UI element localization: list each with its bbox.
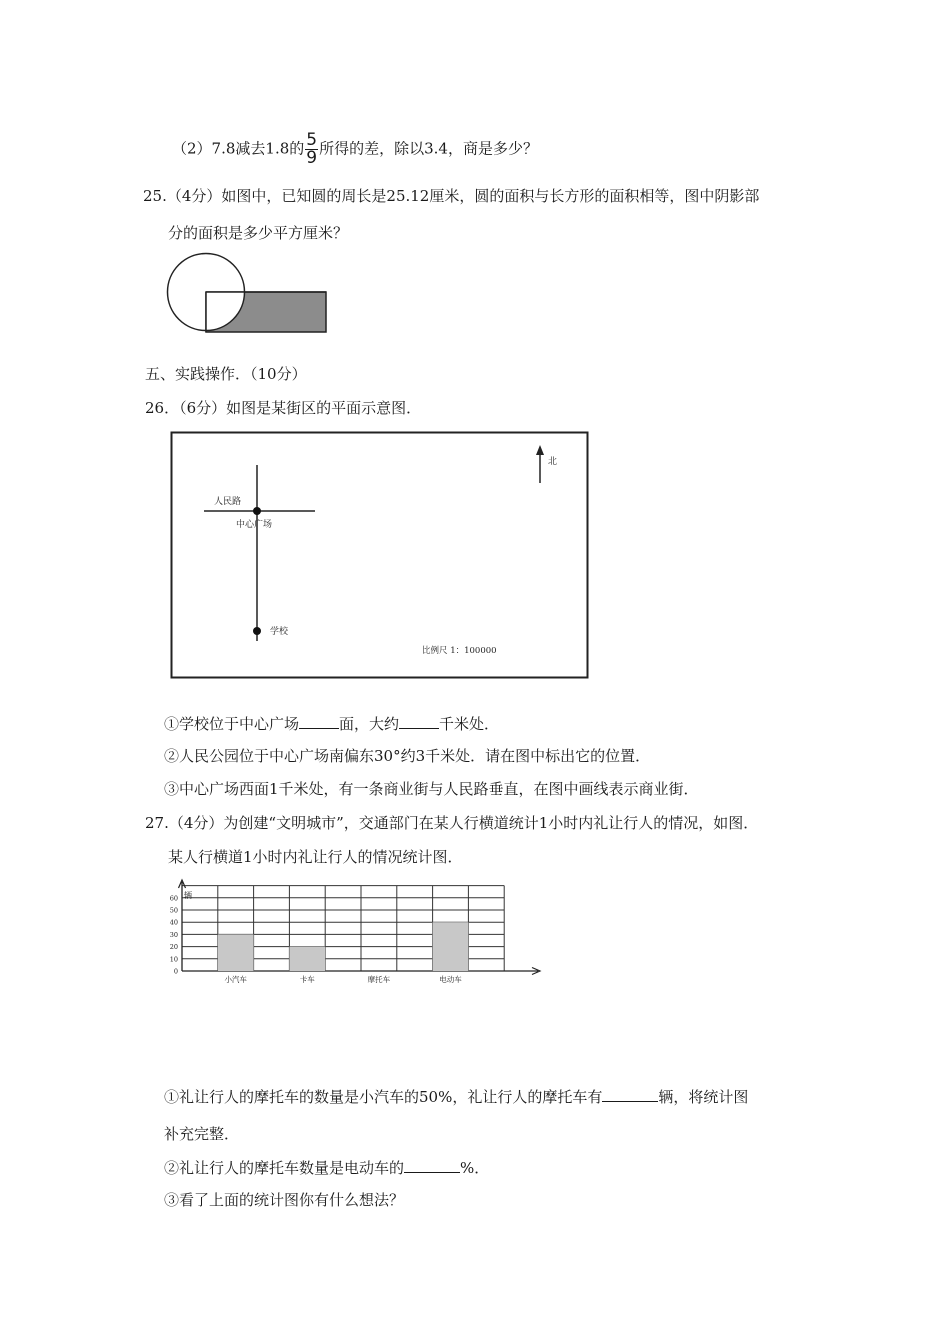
fraction-five-ninths	[305, 132, 318, 167]
q26-title: 26．（6分）如图是某街区的平面示意图．	[145, 399, 422, 417]
map-frame	[172, 433, 588, 678]
y-tick-label: 50	[169, 906, 178, 915]
q27-sub2-a: ②礼让行人的摩托车数量是电动车的	[164, 1159, 405, 1177]
q27-sub1-a: ①礼让行人的摩托车的数量是小汽车的50%，礼让行人的摩托车有	[164, 1088, 603, 1106]
center-label: 中心广场	[236, 520, 273, 530]
center-square-dot	[253, 507, 261, 515]
street-map	[170, 431, 590, 681]
school-label: 学校	[270, 627, 289, 637]
bar-chart	[160, 876, 550, 988]
x-category-label: 卡车	[299, 975, 315, 984]
scale-label: 比例尺 1：100000	[422, 646, 497, 656]
q27-sub1-b: 辆，将统计图	[658, 1088, 749, 1106]
y-tick-label: 30	[169, 930, 178, 939]
x-category-label: 摩托车	[367, 975, 391, 984]
q25-line1: 25.（4分）如图中，已知圆的周长是25.12厘米，圆的面积与长方形的面积相等，图中阴影部	[143, 187, 760, 205]
bar-小汽车	[218, 934, 254, 971]
bar-电动车	[433, 922, 469, 971]
y-tick-label: 60	[169, 894, 178, 903]
north-label: 北	[548, 457, 558, 467]
y-tick-label: 0	[173, 967, 178, 976]
q24-2-line	[172, 132, 538, 167]
q26-sub1	[164, 713, 499, 734]
q25-line2: 分的面积是多少平方厘米？	[168, 224, 349, 242]
q27-sub2-b: %．	[460, 1159, 490, 1177]
fraction-denominator: 9	[306, 148, 318, 168]
y-tick-label: 20	[169, 943, 178, 952]
answer-blank-distance[interactable]	[399, 713, 439, 729]
q27-sub1-cont: 补充完整．	[164, 1125, 240, 1143]
q27-sub1	[164, 1086, 748, 1107]
x-category-label: 小汽车	[224, 975, 247, 984]
q27-sub2	[164, 1157, 489, 1178]
bar-卡车	[289, 947, 325, 971]
q26-sub3: ③中心广场西面1千米处，有一条商业街与人民路垂直，在图中画线表示商业街．	[164, 780, 699, 798]
q26-sub1-c: 千米处．	[439, 715, 500, 733]
circle-rectangle-figure	[160, 250, 340, 340]
q26-sub1-b: 面，大约	[339, 715, 400, 733]
answer-blank-percent[interactable]	[404, 1157, 460, 1173]
road-label: 人民路	[214, 497, 242, 507]
y-axis-label: 辆	[184, 891, 192, 900]
answer-blank-motorcycles[interactable]	[602, 1086, 658, 1102]
school-dot	[253, 627, 261, 635]
y-tick-label: 40	[169, 918, 178, 927]
answer-blank-direction[interactable]	[299, 713, 339, 729]
q24-2-prefix: （2）7.8减去1.8的	[172, 139, 305, 158]
q27-line1: 27.（4分）为创建“文明城市”，交通部门在某人行横道统计1小时内礼让行人的情况，如图．	[145, 814, 759, 832]
q24-2-suffix: 所得的差，除以3.4，商是多少？	[319, 139, 538, 158]
fraction-numerator: 5	[306, 130, 318, 150]
x-category-label: 电动车	[439, 975, 462, 984]
y-tick-label: 10	[169, 955, 178, 964]
q26-sub2: ②人民公园位于中心广场南偏东30°约3千米处．请在图中标出它的位置．	[164, 747, 651, 765]
section5-title: 五、实践操作．（10分）	[145, 365, 307, 383]
q27-line2: 某人行横道1小时内礼让行人的情况统计图．	[168, 848, 463, 866]
q27-sub3: ③看了上面的统计图你有什么想法？	[164, 1191, 405, 1209]
q26-sub1-a: ①学校位于中心广场	[164, 715, 300, 733]
